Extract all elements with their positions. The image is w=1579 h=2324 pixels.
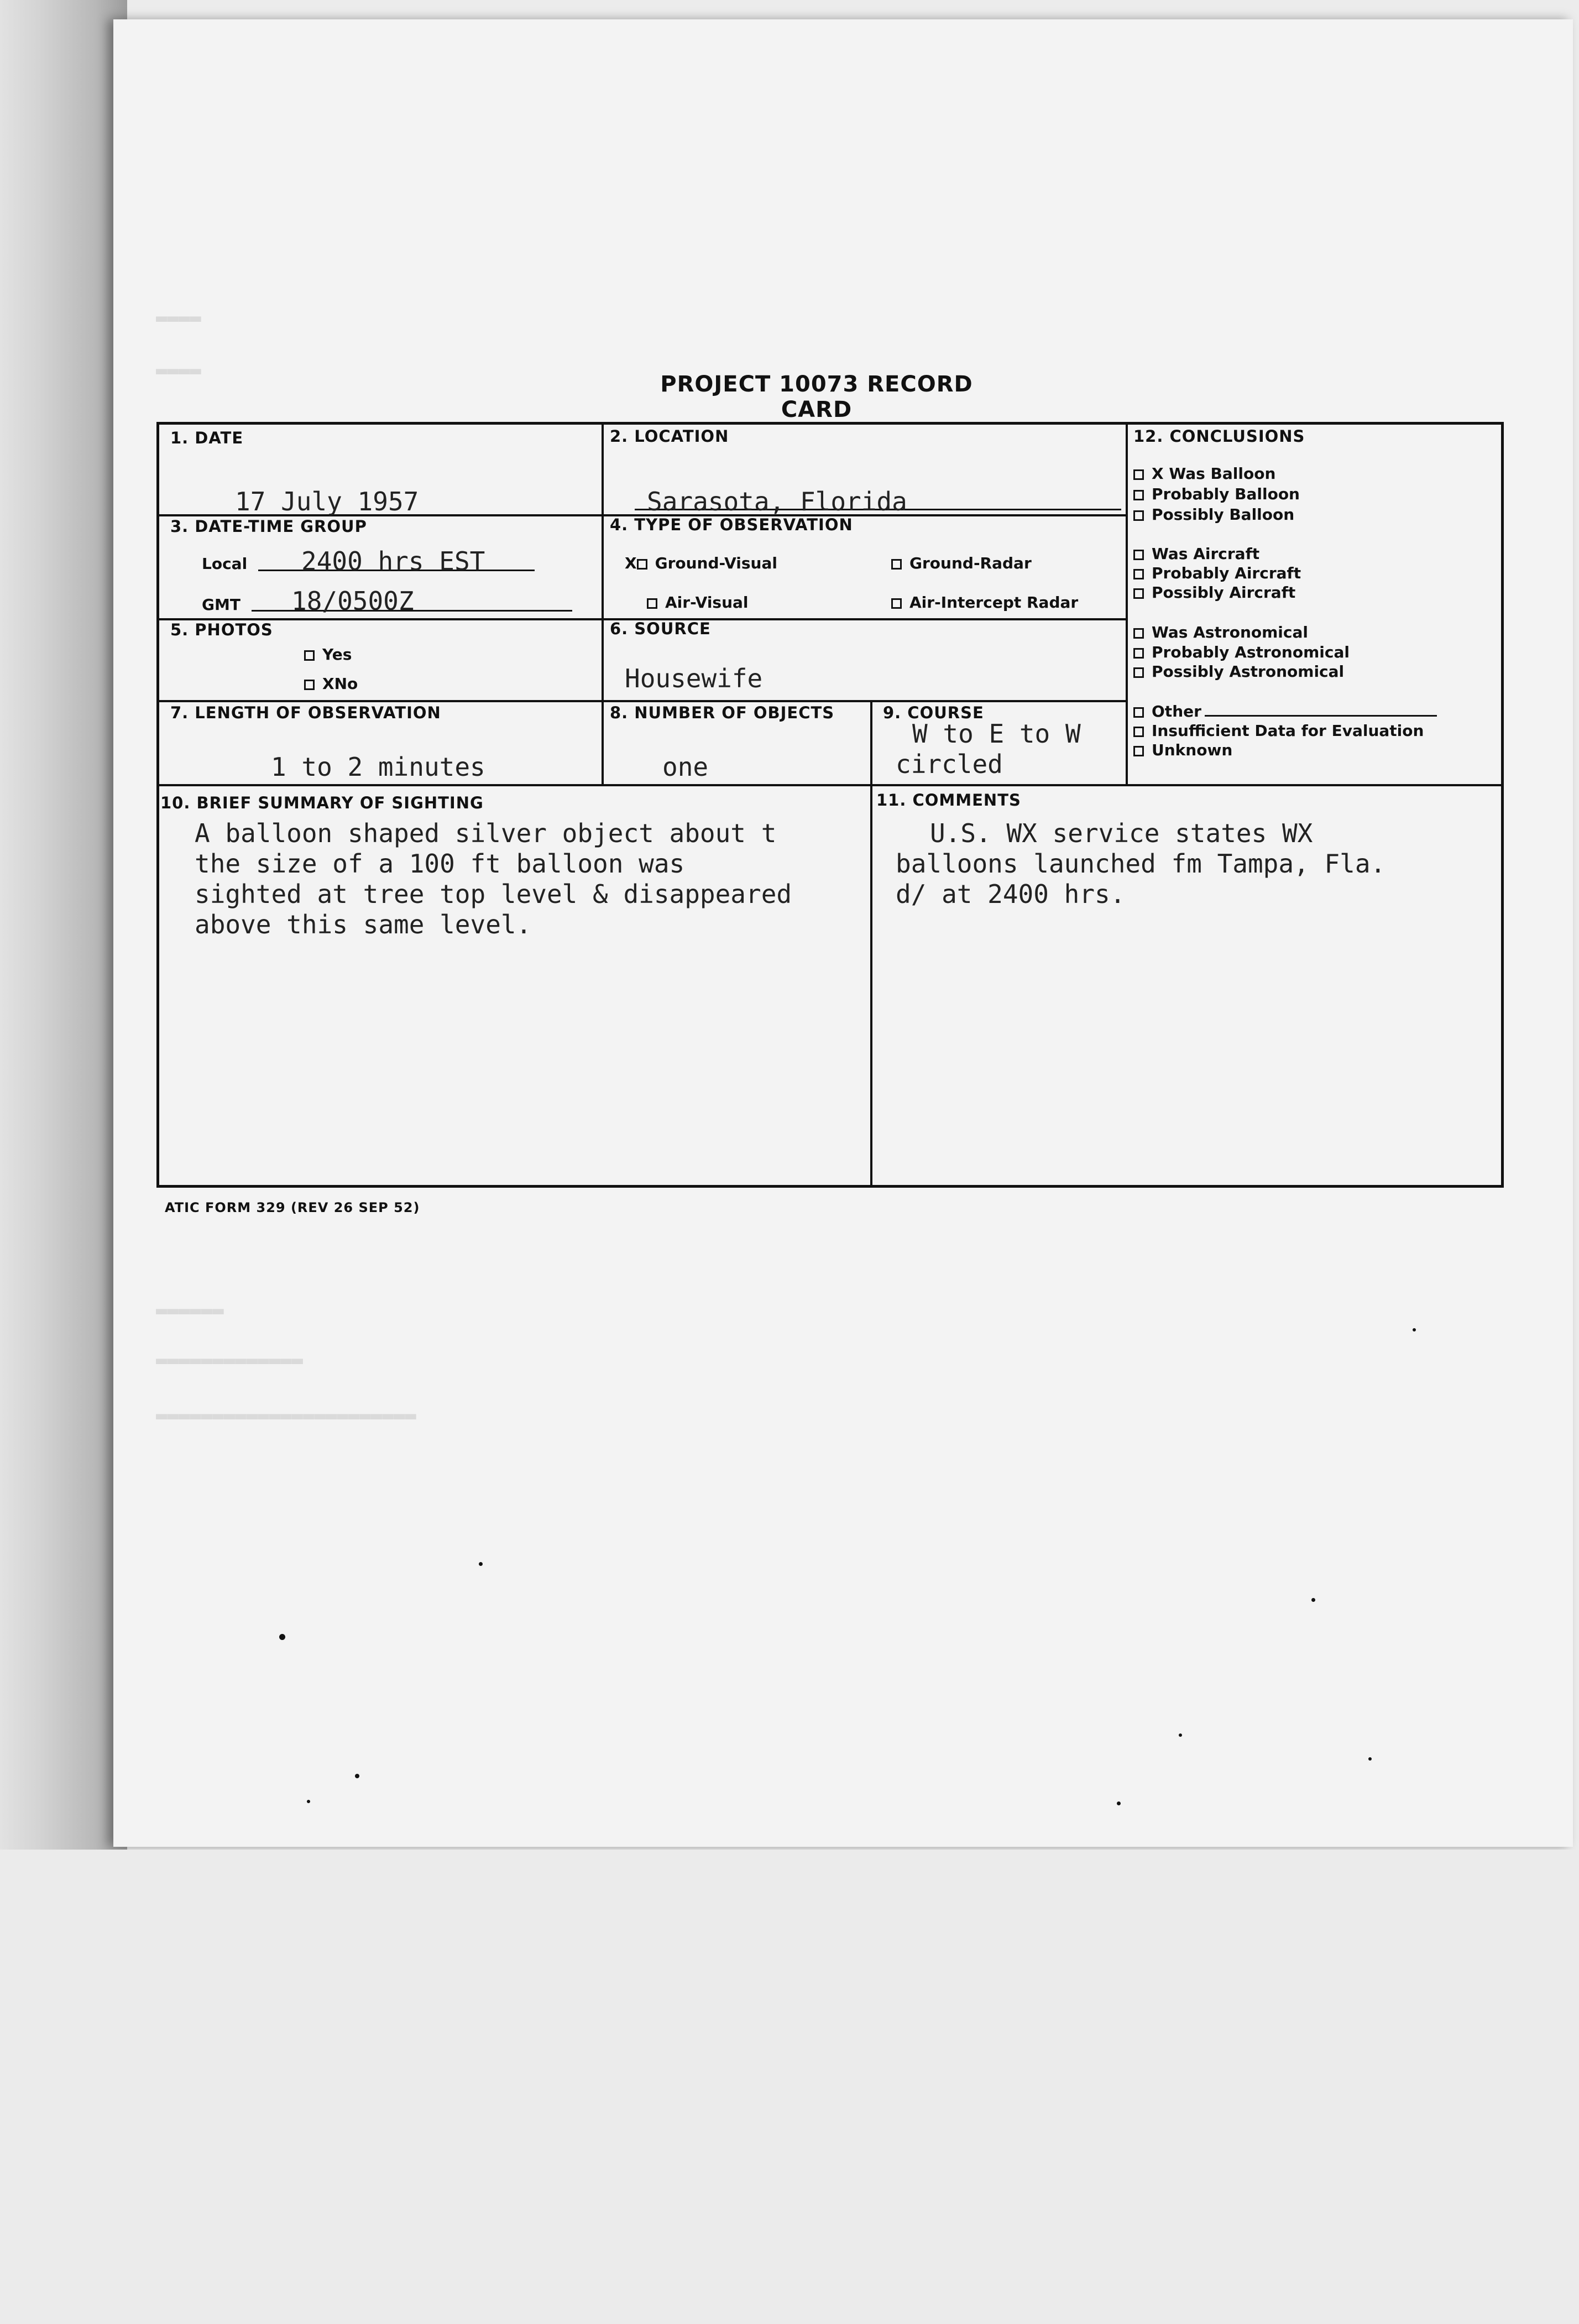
conclusion-possibly-balloon: Possibly Balloon xyxy=(1133,505,1294,524)
conclusion-possibly-aircraft: Possibly Aircraft xyxy=(1133,583,1295,602)
comments-line: d/ at 2400 hrs. xyxy=(896,879,1126,909)
type-of-observation-label: 4. TYPE OF OBSERVATION xyxy=(610,515,853,534)
check-mark: X xyxy=(1152,464,1164,483)
gmt-value: 18/0500Z xyxy=(291,586,414,616)
location-label: 2. LOCATION xyxy=(610,427,729,446)
checkbox-icon xyxy=(891,559,902,570)
show-through-text: ▬▬▬▬ xyxy=(156,359,201,382)
source-label: 6. SOURCE xyxy=(610,619,711,638)
option-air-visual: Air-Visual xyxy=(647,593,749,612)
show-through-text: ▬▬▬▬▬▬▬▬▬▬▬▬▬▬▬▬▬▬▬▬▬▬▬ xyxy=(156,1404,416,1427)
option-air-intercept-radar: Air-Intercept Radar xyxy=(891,593,1078,612)
check-mark: X xyxy=(625,554,637,572)
dust-speck xyxy=(1311,1598,1315,1602)
dust-speck xyxy=(1413,1328,1416,1331)
length-of-observation-value: 1 to 2 minutes xyxy=(271,752,485,782)
length-of-observation-label: 7. LENGTH OF OBSERVATION xyxy=(170,703,441,722)
divider xyxy=(1126,425,1128,784)
dust-speck xyxy=(1117,1801,1121,1805)
date-time-group-label: 3. DATE-TIME GROUP xyxy=(170,517,367,536)
checkbox-icon xyxy=(637,559,647,570)
summary-line: the size of a 100 ft balloon was xyxy=(195,849,685,879)
checkbox-icon xyxy=(304,680,315,690)
comments-line: balloons launched fm Tampa, Fla. xyxy=(896,849,1386,879)
checkbox-icon xyxy=(647,598,657,609)
show-through-text: ▬▬▬▬ xyxy=(156,307,201,329)
brief-summary-label: 10. BRIEF SUMMARY OF SIGHTING xyxy=(160,793,484,812)
option-ground-radar: Ground-Radar xyxy=(891,554,1032,572)
card-title: PROJECT 10073 RECORD CARD xyxy=(660,372,973,422)
checkbox-icon xyxy=(1133,588,1144,599)
show-through-text: ▬▬▬▬▬▬▬▬▬▬▬▬▬ xyxy=(156,1349,304,1371)
check-mark: X xyxy=(322,675,334,693)
conclusion-probably-balloon: Probably Balloon xyxy=(1133,485,1300,503)
photos-option-yes: Yes xyxy=(304,645,352,664)
local-label: Local xyxy=(202,555,248,573)
date-label: 1. DATE xyxy=(170,429,244,447)
checkbox-icon xyxy=(1133,628,1144,639)
show-through-text: ▬▬▬▬▬▬ xyxy=(156,1299,224,1322)
photos-option-no: XNo xyxy=(304,675,358,693)
conclusion-was-balloon: X Was Balloon xyxy=(1133,464,1275,483)
course-line-2: circled xyxy=(896,749,1003,779)
checkbox-icon xyxy=(1133,667,1144,678)
number-of-objects-label: 8. NUMBER OF OBJECTS xyxy=(610,703,835,722)
conclusions-label: 12. CONCLUSIONS xyxy=(1133,427,1305,446)
divider xyxy=(159,784,1503,786)
divider xyxy=(870,700,872,1187)
course-label: 9. COURSE xyxy=(883,703,984,722)
conclusion-probably-astronomical: Probably Astronomical xyxy=(1133,643,1350,661)
date-value: 17 July 1957 xyxy=(235,487,419,516)
lower-backdrop xyxy=(0,1850,1579,2324)
dust-speck xyxy=(1368,1757,1372,1761)
option-ground-visual: X Ground-Visual xyxy=(625,554,777,572)
checkbox-icon xyxy=(1133,746,1144,756)
checkbox-icon xyxy=(304,650,315,661)
checkbox-icon xyxy=(1133,469,1144,480)
dust-speck xyxy=(355,1774,359,1778)
conclusion-insufficient-data: Insufficient Data for Evaluation xyxy=(1133,722,1424,740)
summary-line: A balloon shaped silver object about t xyxy=(195,818,777,848)
conclusion-was-astronomical: Was Astronomical xyxy=(1133,623,1308,641)
form-id: ATIC FORM 329 (REV 26 SEP 52) xyxy=(165,1200,420,1215)
dust-speck xyxy=(307,1800,310,1803)
summary-line: sighted at tree top level & disappeared xyxy=(195,879,792,909)
checkbox-icon xyxy=(1133,648,1144,659)
other-underline xyxy=(1205,715,1437,717)
checkbox-icon xyxy=(1133,707,1144,718)
divider xyxy=(602,425,604,784)
checkbox-icon xyxy=(1133,550,1144,560)
conclusion-was-aircraft: Was Aircraft xyxy=(1133,545,1259,563)
conclusion-unknown: Unknown xyxy=(1133,741,1232,759)
checkbox-icon xyxy=(1133,569,1144,579)
dust-speck xyxy=(1179,1733,1182,1737)
conclusion-probably-aircraft: Probably Aircraft xyxy=(1133,564,1301,582)
checkbox-icon xyxy=(1133,510,1144,521)
source-value: Housewife xyxy=(625,664,763,693)
conclusion-other: Other xyxy=(1133,702,1437,720)
checkbox-icon xyxy=(891,598,902,609)
number-of-objects-value: one xyxy=(662,752,709,782)
course-line-1: W to E to W xyxy=(912,719,1081,749)
dust-speck xyxy=(279,1634,285,1640)
summary-line: above this same level. xyxy=(195,910,532,939)
checkbox-icon xyxy=(1133,490,1144,500)
gmt-label: GMT xyxy=(202,596,240,614)
checkbox-icon xyxy=(1133,727,1144,737)
location-value: Sarasota, Florida xyxy=(647,487,907,516)
local-value: 2400 hrs EST xyxy=(301,546,485,576)
comments-label: 11. COMMENTS xyxy=(876,791,1021,810)
photos-label: 5. PHOTOS xyxy=(170,620,273,639)
dust-speck xyxy=(479,1562,483,1566)
comments-line: U.S. WX service states WX xyxy=(930,818,1313,848)
conclusion-possibly-astronomical: Possibly Astronomical xyxy=(1133,662,1344,681)
divider xyxy=(159,700,1127,702)
